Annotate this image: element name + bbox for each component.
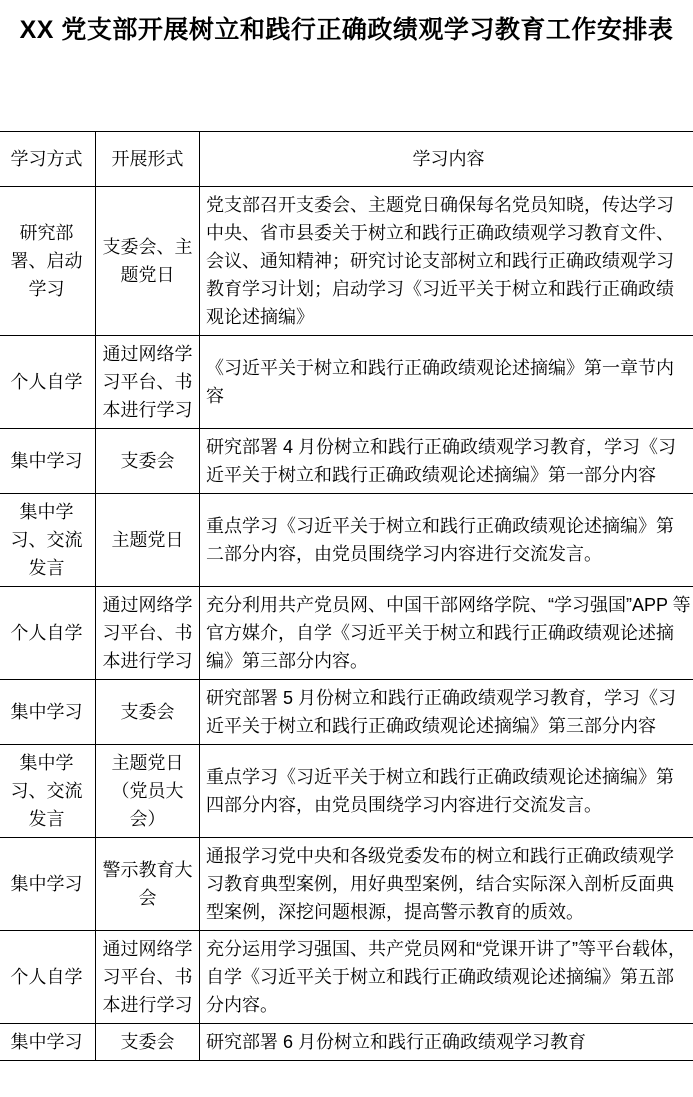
cell-content: 《习近平关于树立和践行正确政绩观论述摘编》第一章节内容 xyxy=(200,336,693,429)
table-body xyxy=(0,187,693,1061)
cell-form: 警示教育大会 xyxy=(96,838,200,931)
table-header xyxy=(0,132,693,187)
column-header-way: 学习方式 xyxy=(0,132,96,187)
table-header-row xyxy=(0,132,693,187)
cell-way: 集中学习 xyxy=(0,838,96,931)
cell-content: 重点学习《习近平关于树立和践行正确政绩观论述摘编》第四部分内容，由党员围绕学习内容进行交流发言。 xyxy=(200,745,693,838)
column-header-form: 开展形式 xyxy=(96,132,200,187)
table-row xyxy=(0,336,693,429)
cell-content: 充分利用共产党员网、中国干部网络学院、“学习强国”APP 等官方媒介，自学《习近平关于树立和践行正确政绩观论述摘编》第三部分内容。 xyxy=(200,587,693,680)
table-row xyxy=(0,429,693,494)
cell-content: 研究部署 5 月份树立和践行正确政绩观学习教育，学习《习近平关于树立和践行正确政绩观论述摘编》第三部分内容 xyxy=(200,680,693,745)
plan-table-container xyxy=(0,131,693,1061)
study-plan-table xyxy=(0,131,693,1061)
cell-content: 充分运用学习强国、共产党员网和“党课开讲了”等平台载体，自学《习近平关于树立和践行正确政绩观论述摘编》第五部分内容。 xyxy=(200,931,693,1024)
table-row xyxy=(0,187,693,336)
table-row xyxy=(0,1024,693,1061)
table-row xyxy=(0,745,693,838)
cell-way: 个人自学 xyxy=(0,587,96,680)
cell-form: 支委会 xyxy=(96,680,200,745)
cell-way: 集中学习 xyxy=(0,429,96,494)
cell-content: 党支部召开支委会、主题党日确保每名党员知晓，传达学习中央、省市县委关于树立和践行正确政绩观学习教育文件、会议、通知精神；研究讨论支部树立和践行正确政绩观学习教育学习计划；启动学习《习近平关于树立和践行正确政绩观论述摘编》 xyxy=(200,187,693,336)
cell-form: 通过网络学习平台、书本进行学习 xyxy=(96,336,200,429)
cell-form: 通过网络学习平台、书本进行学习 xyxy=(96,931,200,1024)
cell-form: 支委会 xyxy=(96,1024,200,1061)
cell-way: 集中学习 xyxy=(0,680,96,745)
cell-way: 集中学习、交流发言 xyxy=(0,494,96,587)
cell-way: 个人自学 xyxy=(0,931,96,1024)
page-title: XX 党支部开展树立和践行正确政绩观学习教育工作安排表 xyxy=(19,16,674,44)
cell-way: 集中学习、交流发言 xyxy=(0,745,96,838)
cell-way: 研究部署、启动学习 xyxy=(0,187,96,336)
cell-form: 主题党日（党员大会） xyxy=(96,745,200,838)
table-row xyxy=(0,494,693,587)
cell-content: 研究部署 6 月份树立和践行正确政绩观学习教育 xyxy=(200,1024,693,1061)
cell-form: 支委会、主题党日 xyxy=(96,187,200,336)
cell-form: 支委会 xyxy=(96,429,200,494)
cell-form: 主题党日 xyxy=(96,494,200,587)
table-row xyxy=(0,680,693,745)
table-row xyxy=(0,587,693,680)
cell-content: 重点学习《习近平关于树立和践行正确政绩观论述摘编》第二部分内容，由党员围绕学习内容进行交流发言。 xyxy=(200,494,693,587)
table-row xyxy=(0,838,693,931)
cell-way: 集中学习 xyxy=(0,1024,96,1061)
cell-way: 个人自学 xyxy=(0,336,96,429)
cell-form: 通过网络学习平台、书本进行学习 xyxy=(96,587,200,680)
column-header-content: 学习内容 xyxy=(200,132,693,187)
cell-content: 研究部署 4 月份树立和践行正确政绩观学习教育，学习《习近平关于树立和践行正确政绩观论述摘编》第一部分内容 xyxy=(200,429,693,494)
cell-content: 通报学习党中央和各级党委发布的树立和践行正确政绩观学习教育典型案例，用好典型案例，结合实际深入剖析反面典型案例，深挖问题根源，提高警示教育的质效。 xyxy=(200,838,693,931)
table-row xyxy=(0,931,693,1024)
